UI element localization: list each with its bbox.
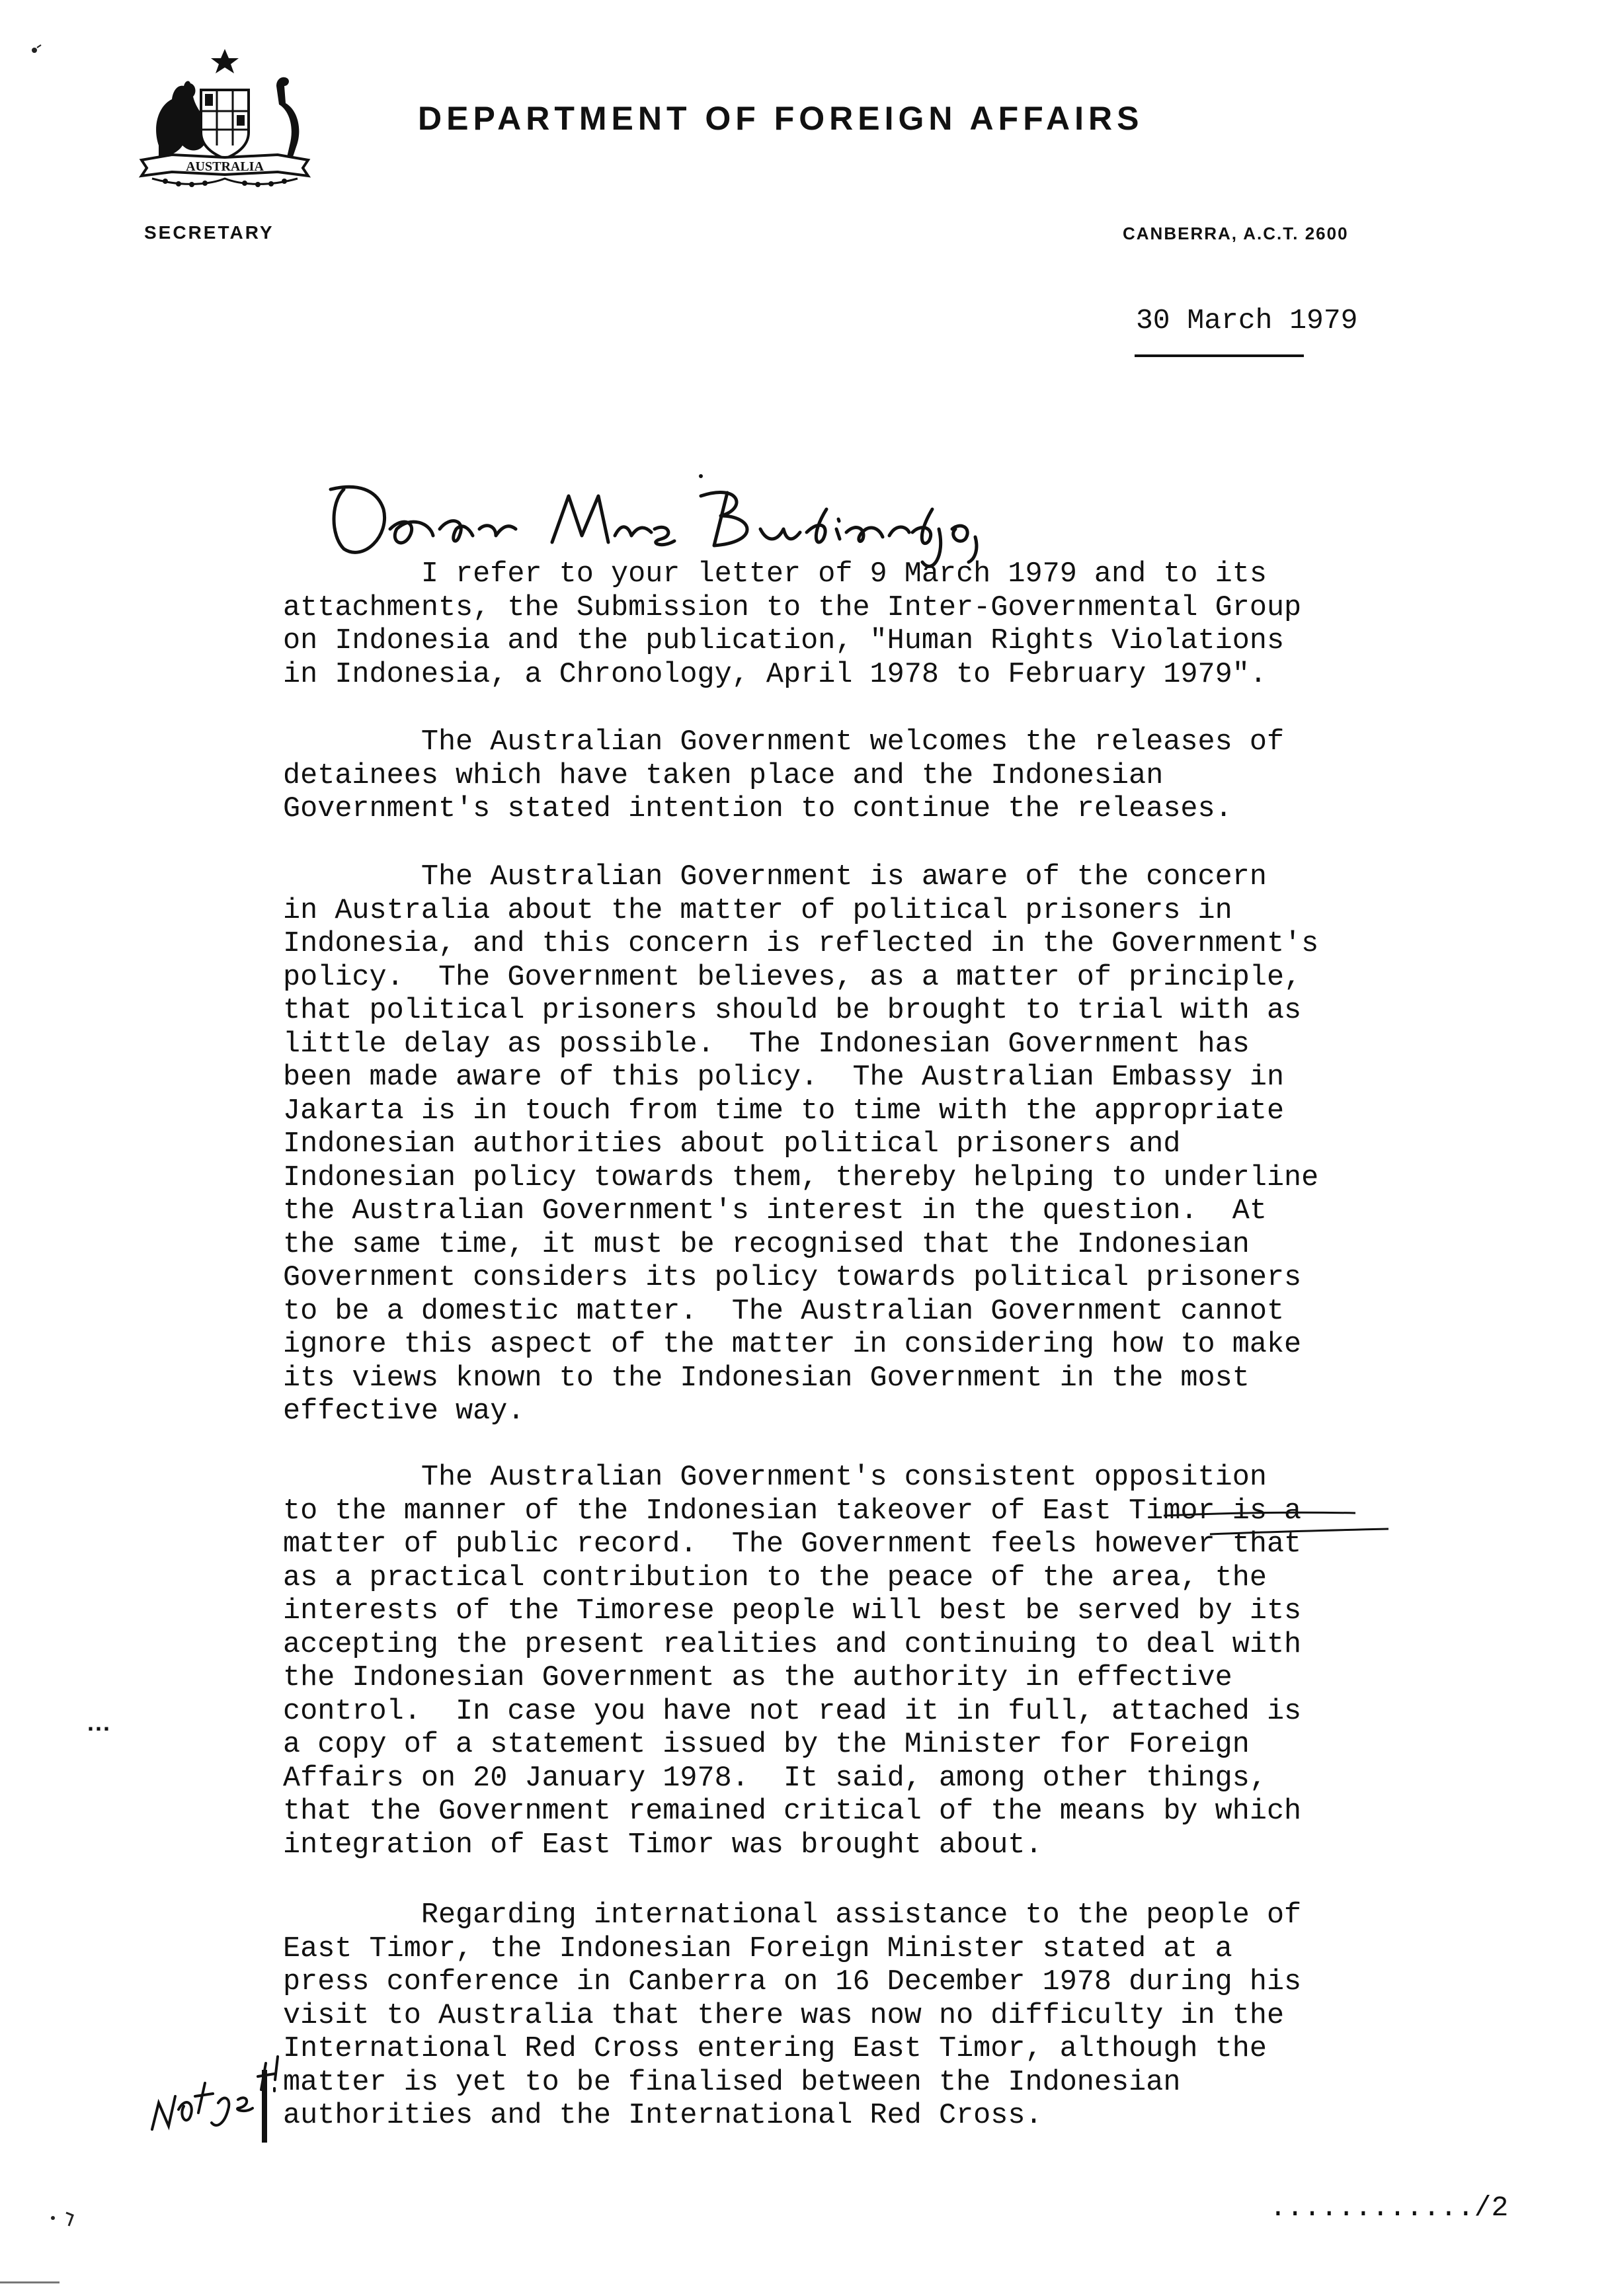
- letter-date: 30 March 1979: [1136, 304, 1358, 337]
- paragraph-2: The Australian Government welcomes the releases of detainees which have taken place and the Indonesian Government's stated intention to continue the releases.: [283, 726, 1285, 825]
- coat-of-arms-icon: [132, 46, 317, 188]
- svg-text:AUSTRALIA: AUSTRALIA: [186, 159, 264, 174]
- paragraph-5: Regarding international assistance to the people of East Timor, the Indonesian Foreign Minister stated at a press conference in Canberra on 16 December 1978 during his visit to Australia that there was now no difficulty in the International Red Cross entering East Timor, although the matter is yet to be finalised between the Indonesian authorities and the International Red Cross.: [283, 1899, 1302, 2132]
- office-label: SECRETARY: [144, 222, 274, 243]
- handwritten-margin-note: [139, 2030, 284, 2143]
- department-heading: DEPARTMENT OF FOREIGN AFFAIRS: [418, 100, 1144, 137]
- handwritten-underline: [1157, 1501, 1395, 1541]
- place-label: CANBERRA, A.C.T. 2600: [1123, 224, 1349, 243]
- stray-mark: [46, 2206, 86, 2233]
- paragraph-3: The Australian Government is aware of the concern in Australia about the matter of political prisoners in Indonesia, and this concern is reflected in the Government's policy. The Government believes, as a matter of principle, that political prisoners should be brought to trial with as little delay as possible. The Indonesian Government has been made aware of this policy. The Australian Embassy in Jakarta is in touch from time to time with the appropriate Indonesian authorities about political prisoners and Indonesian policy towards them, thereby helping to underline the Australian Government's interest in the question. At the same time, it must be recognised that the Indonesian Government considers its policy towards political prisoners to be a domestic matter. The Australian Government cannot ignore this aspect of the matter in considering how to make its views known to the Indonesian Government in the most effective way.: [283, 861, 1319, 1428]
- margin-dots: ...: [87, 1709, 112, 1736]
- paragraph-4: The Australian Government's consistent opposition to the manner of the Indonesian takeover of East Timor is a matter of public record. The Government feels however that as a practical contribution to the peace of the area, the interests of the Timorese people will best be served by its accepting the present realities and continuing to deal with the Indonesian Government as the authority in effective control. In case you have not read it in full, attached is a copy of a statement issued by the Minister for Foreign Affairs on 20 January 1978. It said, among other things, that the Government remained critical of the means by which integration of East Timor was brought about.: [283, 1461, 1302, 1862]
- stray-mark: [26, 41, 46, 61]
- date-underline: [1135, 354, 1304, 357]
- page-continuation: ............/2: [1269, 2192, 1509, 2224]
- scan-edge-line: [0, 2281, 60, 2283]
- paragraph-1: I refer to your letter of 9 March 1979 and to its attachments, the Submission to the Inter-Governmental Group on Indonesia and the publication, "Human Rights Violations in Indonesia, a Chronology, April 1978 to February 1979".: [283, 558, 1302, 691]
